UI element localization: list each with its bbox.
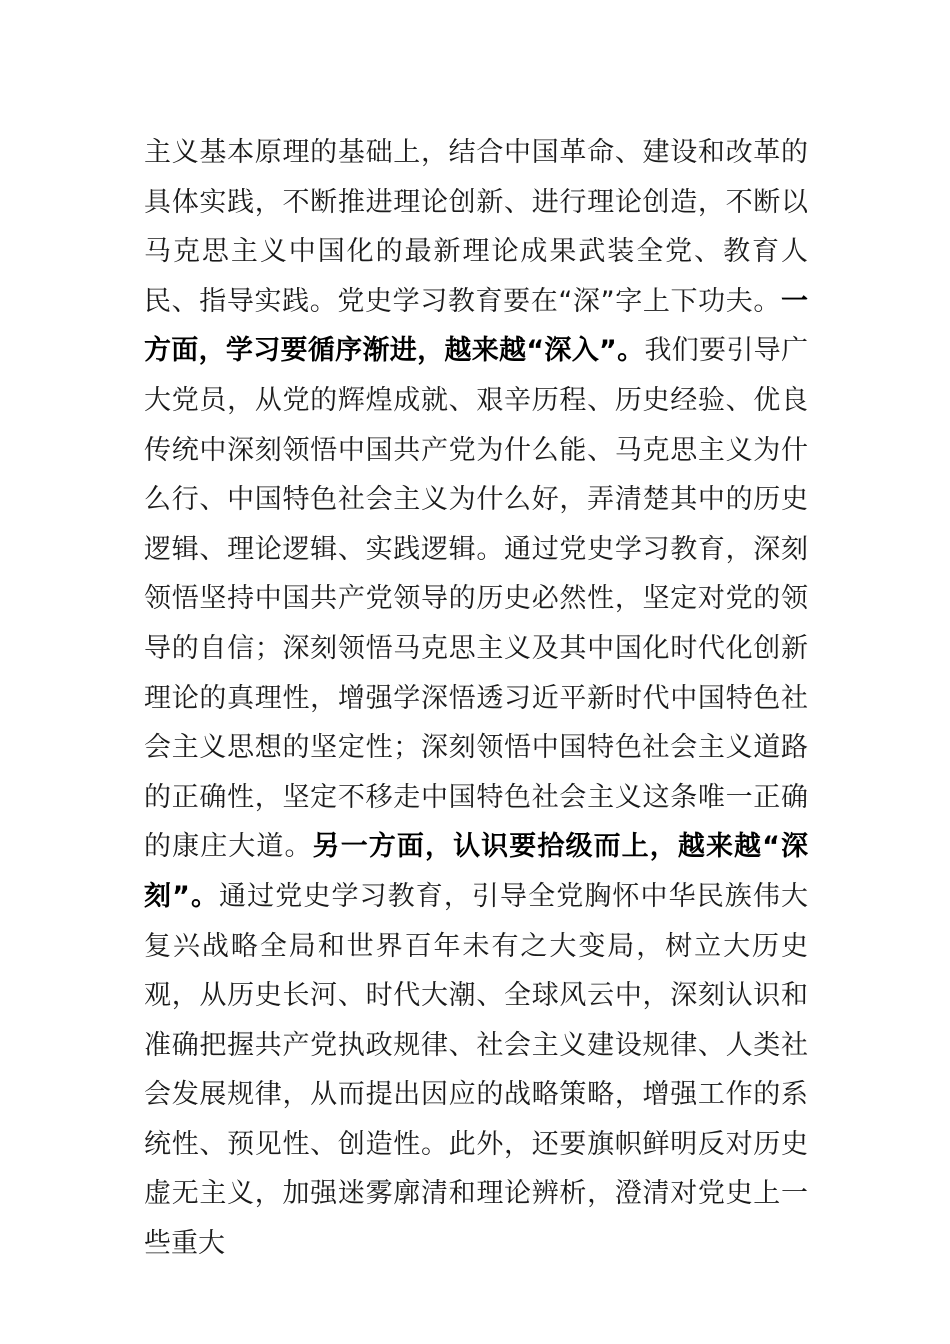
emphasis-heading-second-aspect: 另一方面，认识要拾级而上，越来越“深刻”。 xyxy=(144,831,809,912)
body-paragraph xyxy=(144,128,808,1269)
emphasis-heading-first-aspect: 一方面，学习要循序渐进，越来越“深入”。 xyxy=(144,285,808,367)
paragraph-segment-first-aspect: 我们要引导广大党员，从党的辉煌成就、艰辛历程、历史经验、优良传统中深刻领悟中国共产党为什么能、马克思主义为什么行、中国特色社会主义为什么好，弄清楚其中的历史逻辑、理论逻辑、实践逻辑。通过党史学习教育，深刻领悟坚持中国共产党领导的历史必然性，坚定对党的领导的自信；深刻领悟马克思主义及其中国化时代化创新理论的真理性，增强学深悟透习近平新时代中国特色社会主义思想的坚定性；深刻领悟中国特色社会主义道路的正确性，坚定不移走中国特色社会主义这条唯一正确的康庄大道。 xyxy=(144,335,808,863)
paragraph-segment-intro: 主义基本原理的基础上，结合中国革命、建设和改革的具体实践，不断推进理论创新、进行理论创造，不断以马克思主义中国化的最新理论成果武装全党、教育人民、指导实践。党史学习教育要在“深”字上下功夫。 xyxy=(144,137,808,317)
paragraph-segment-second-aspect: 通过党史学习教育，引导全党胸怀中华民族伟大复兴战略全局和世界百年未有之大变局，树立大历史观，从历史长河、时代大潮、全球风云中，深刻认识和准确把握共产党执政规律、社会主义建设规律、人类社会发展规律，从而提出因应的战略策略，增强工作的系统性、预见性、创造性。此外，还要旗帜鲜明反对历史虚无主义，加强迷雾廓清和理论辨析，澄清对党史上一些重大 xyxy=(144,880,809,1260)
